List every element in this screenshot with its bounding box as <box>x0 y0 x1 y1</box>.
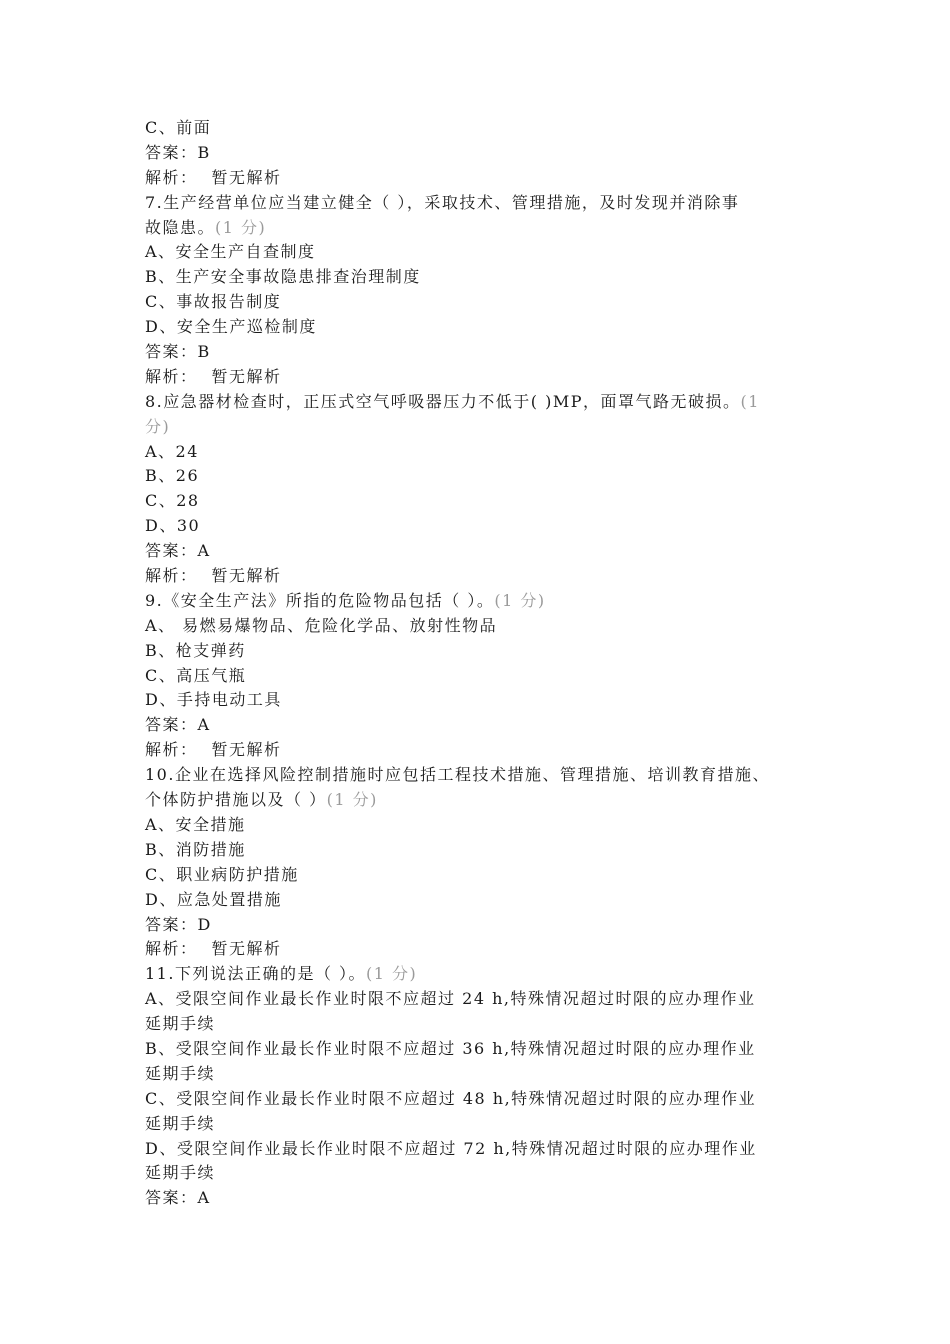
question-stem <box>145 390 825 415</box>
option-text: C、高压气瓶 <box>145 665 247 685</box>
answer-line: 答案：D <box>145 914 212 934</box>
option-text: C、28 <box>145 491 200 511</box>
option-text: D、安全生产巡检制度 <box>145 317 317 337</box>
question-stem: 7.生产经营单位应当建立健全（ ），采取技术、管理措施，及时发现并消除事 <box>145 192 740 212</box>
option-text-cont: 延期手续 <box>145 1163 216 1183</box>
score-label: (1 分) <box>494 590 546 610</box>
analysis-line <box>145 564 825 589</box>
question-stem-text: 8.应急器材检查时，正压式空气呼吸器压力不低于( )MP，面罩气路无破损。 <box>145 391 741 411</box>
question-stem-text: 9.《安全生产法》所指的危险物品包括（ ）。 <box>145 590 495 610</box>
option-text: A、安全措施 <box>145 814 246 834</box>
option-text-cont: 延期手续 <box>145 1063 216 1083</box>
answer-line: 答案：B <box>145 142 211 162</box>
option-text: D、30 <box>145 516 201 536</box>
question-stem-text: 个体防护措施以及（ ） <box>145 790 327 810</box>
analysis-label: 解析： <box>145 366 198 386</box>
option-text: B、生产安全事故隐患排查治理制度 <box>145 267 421 287</box>
option-text: A、 易燃易爆物品、危险化学品、放射性物品 <box>145 615 498 635</box>
analysis-label: 解析： <box>145 740 198 760</box>
option-text: D、受限空间作业最长作业时限不应超过 72 h,特殊情况超过时限的应办理作业 <box>145 1138 757 1158</box>
score-label: (1 分) <box>366 964 418 984</box>
question-stem: 10.企业在选择风险控制措施时应包括工程技术措施、管理措施、培训教育措施、 <box>145 765 770 785</box>
option-text: D、手持电动工具 <box>145 690 282 710</box>
analysis-text: 暂无解析 <box>211 740 282 760</box>
analysis-line <box>145 166 825 191</box>
analysis-label: 解析： <box>145 167 198 187</box>
option-text: C、前面 <box>145 118 212 137</box>
option-text-cont: 延期手续 <box>145 1014 216 1034</box>
question-stem-cont <box>145 216 825 241</box>
score-label-cont: 分) <box>145 416 171 436</box>
question-stem <box>145 589 825 614</box>
analysis-text: 暂无解析 <box>211 366 282 386</box>
question-stem <box>145 962 825 987</box>
option-text: B、26 <box>145 466 200 486</box>
analysis-text: 暂无解析 <box>211 566 282 586</box>
option-text: A、安全生产自查制度 <box>145 242 316 262</box>
analysis-line <box>145 937 825 962</box>
option-text: B、枪支弹药 <box>145 640 246 660</box>
answer-line: 答案：A <box>145 541 211 561</box>
option-text: D、应急处置措施 <box>145 889 282 909</box>
option-text: A、24 <box>145 441 199 461</box>
analysis-line <box>145 738 825 763</box>
analysis-text: 暂无解析 <box>211 167 282 187</box>
answer-line: 答案：A <box>145 715 211 735</box>
option-text: C、受限空间作业最长作业时限不应超过 48 h,特殊情况超过时限的应办理作业 <box>145 1088 757 1108</box>
score-label: (1 分) <box>215 217 267 237</box>
question-stem-text: 11.下列说法正确的是（ ）。 <box>145 964 367 984</box>
answer-line: 答案：B <box>145 342 211 362</box>
analysis-label: 解析： <box>145 566 198 586</box>
option-text: A、受限空间作业最长作业时限不应超过 24 h,特殊情况超过时限的应办理作业 <box>145 989 756 1009</box>
document-page <box>145 116 825 1211</box>
question-stem-cont <box>145 788 825 813</box>
option-text: C、职业病防护措施 <box>145 864 299 884</box>
answer-line: 答案：A <box>145 1188 211 1208</box>
option-text: B、消防措施 <box>145 839 246 859</box>
option-text-cont: 延期手续 <box>145 1113 216 1133</box>
option-text: C、事故报告制度 <box>145 292 282 312</box>
score-label: (1 <box>740 391 760 411</box>
analysis-label: 解析： <box>145 939 198 959</box>
question-stem-text: 故隐患。 <box>145 217 216 237</box>
analysis-line <box>145 365 825 390</box>
score-label: (1 分) <box>326 790 378 810</box>
option-text: B、受限空间作业最长作业时限不应超过 36 h,特殊情况超过时限的应办理作业 <box>145 1038 756 1058</box>
analysis-text: 暂无解析 <box>211 939 282 959</box>
